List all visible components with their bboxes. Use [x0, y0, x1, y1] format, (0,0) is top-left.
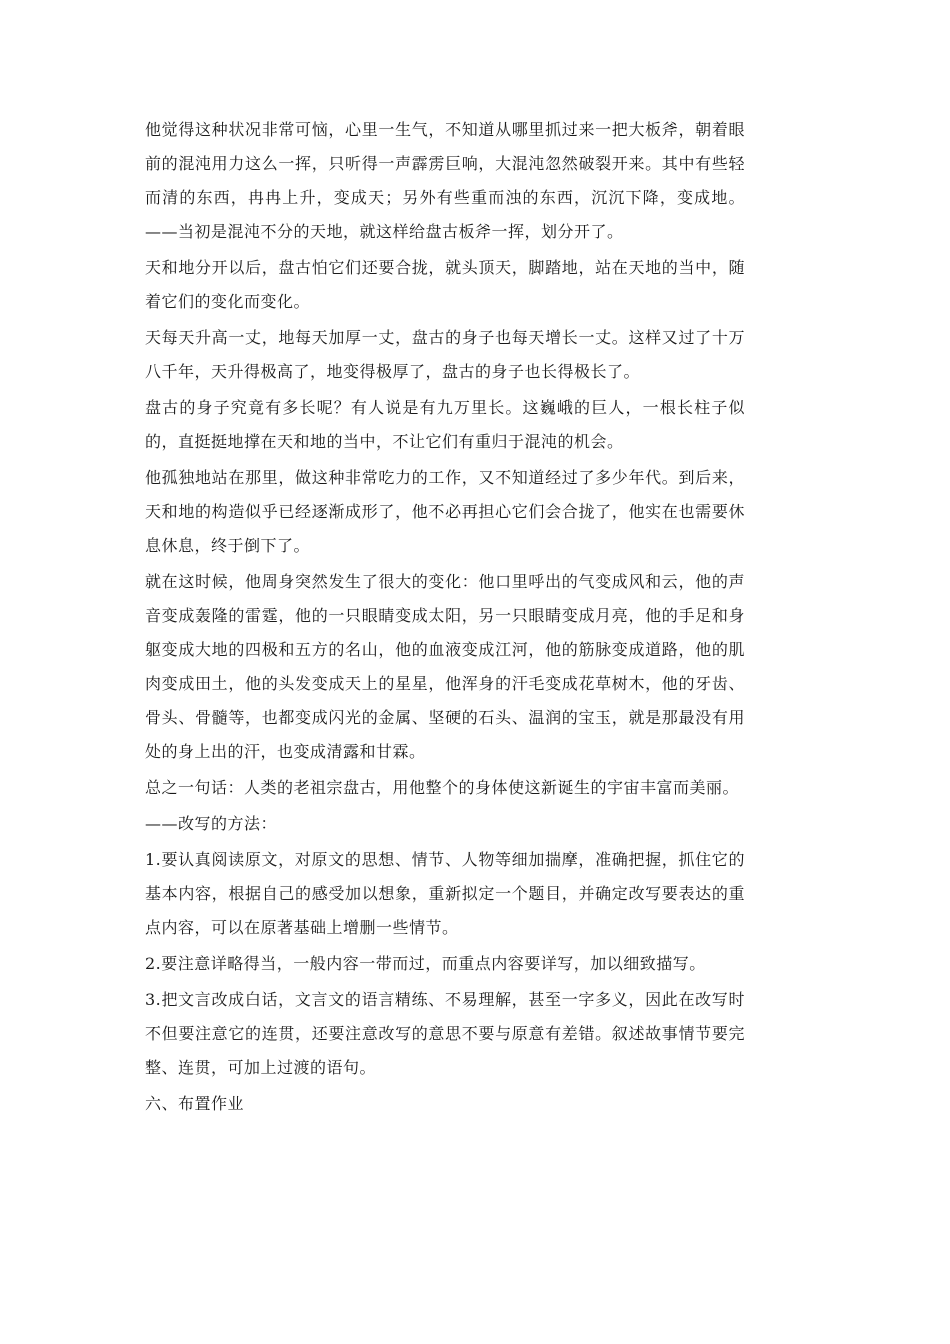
- list-item-method-2: 2.要注意详略得当，一般内容一带而过，而重点内容要详写，加以细致描写。: [145, 954, 706, 973]
- paragraph-sky-earth-split: 他觉得这种状况非常可恼，心里一生气，不知道从哪里抓过来一把大板斧，朝着眼前的混沌用力这么一挥，只听得一声霹雳巨响，大混沌忽然破裂开来。其中有些轻而清的东西，冉冉上升，变成天；另外有些重而浊的东西，沉沉下降，变成地。——当初是混沌不分的天地，就这样给盘古板斧一挥，划分开了。: [145, 120, 745, 241]
- paragraph-pangu-rests: 他孤独地站在那里，做这种非常吃力的工作，又不知道经过了多少年代。到后来，天和地的构造似乎已经逐渐成形了，他不必再担心它们会合拢了，他实在也需要休息休息，终于倒下了。: [145, 468, 745, 555]
- document-body: [145, 113, 745, 1123]
- list-item-method-1: 1.要认真阅读原文，对原文的思想、情节、人物等细加揣摩，准确把握，抓住它的基本内容，根据自己的感受加以想象，重新拟定一个题目，并确定改写要表达的重点内容，可以在原著基础上增删一些情节。: [145, 850, 745, 937]
- paragraph-pangu-holds-up: 天和地分开以后，盘古怕它们还要合拢，就头顶天，脚踏地，站在天地的当中，随着它们的变化而变化。: [145, 258, 745, 311]
- paragraph-body-transforms: 就在这时候，他周身突然发生了很大的变化：他口里呼出的气变成风和云，他的声音变成轰隆的雷霆，他的一只眼睛变成太阳，另一只眼睛变成月亮，他的手足和身躯变成大地的四极和五方的名山，他的血液变成江河，他的筋脉变成道路，他的肌肉变成田土，他的头发变成天上的星星，他浑身的汗毛变成花草树木，他的牙齿、骨头、骨髓等，也都变成闪光的金属、坚硬的石头、温润的宝玉，就是那最没有用处的身上出的汗，也变成清露和甘霖。: [145, 572, 745, 761]
- list-item-method-3: 3.把文言改成白话，文言文的语言精练、不易理解，甚至一字多义，因此在改写时不但要注意它的连贯，还要注意改写的意思不要与原意有差错。叙述故事情节要完整、连贯，可加上过渡的语句。: [145, 990, 745, 1077]
- section-heading-homework: 六、布置作业: [145, 1094, 245, 1113]
- section-heading-rewrite-methods: ——改写的方法：: [145, 814, 278, 833]
- paragraph-daily-growth: 天每天升高一丈，地每天加厚一丈，盘古的身子也每天增长一丈。这样又过了十万八千年，天升得极高了，地变得极厚了，盘古的身子也长得极长了。: [145, 328, 745, 381]
- paragraph-summary: 总之一句话：人类的老祖宗盘古，用他整个的身体使这新诞生的宇宙丰富而美丽。: [145, 778, 740, 797]
- paragraph-pangu-height: 盘古的身子究竟有多长呢？有人说是有九万里长。这巍峨的巨人，一根长柱子似的，直挺挺地撑在天和地的当中，不让它们有重归于混沌的机会。: [145, 398, 745, 451]
